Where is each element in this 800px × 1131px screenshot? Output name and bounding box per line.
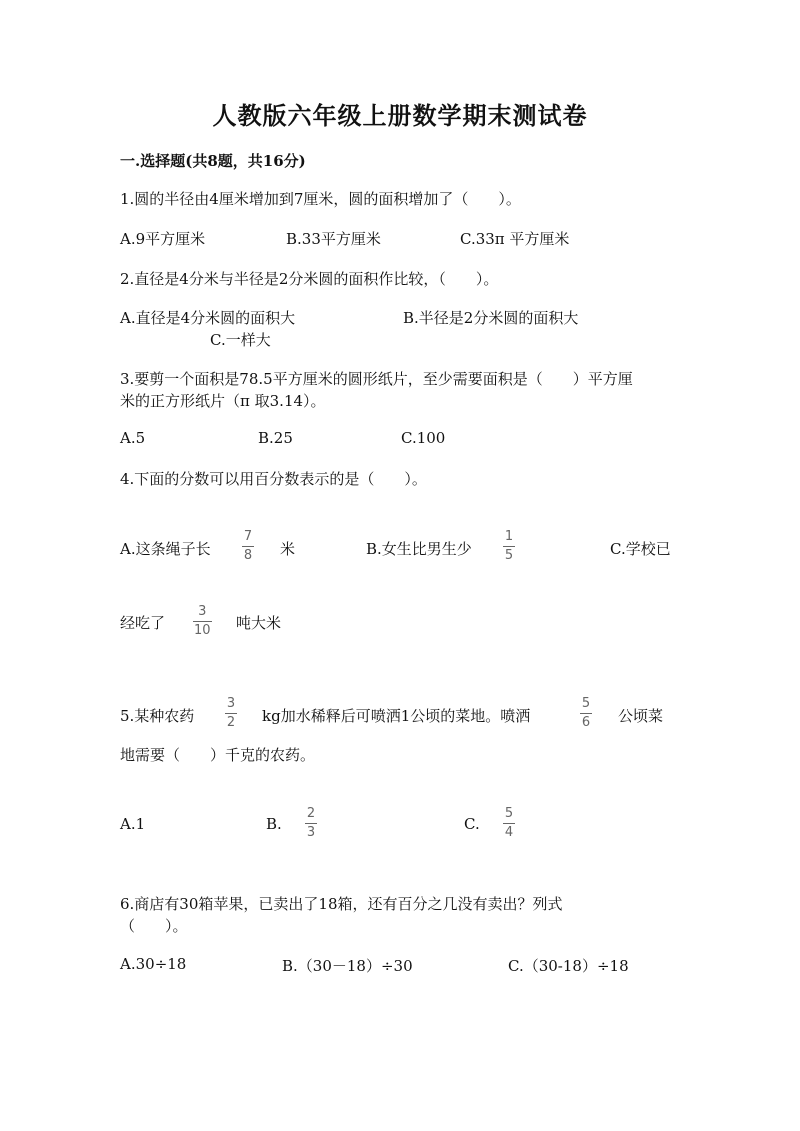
fraction-numerator: 7 (243, 529, 253, 544)
question-4-option-c-unit: 吨大米 (236, 614, 282, 632)
question-2-option-c: C.一样大 (210, 331, 271, 349)
question-3-option-a: A.5 (120, 429, 146, 447)
fraction-bar (503, 823, 515, 824)
question-5-option-b-fraction (305, 807, 317, 840)
question-5-text-start: 5.某种农药 (120, 707, 195, 725)
question-2-text: 2.直径是4分米与半径是2分米圆的面积作比较，（ ）。 (120, 270, 499, 288)
question-4-option-c-line-2: 经吃了 (120, 614, 166, 632)
question-6-option-c: C.（30-18）÷18 (508, 957, 629, 975)
fraction-bar (503, 546, 515, 547)
question-5-option-a: A.1 (120, 815, 146, 833)
fraction-denominator: 4 (504, 825, 514, 840)
question-5-text-middle: kg加水稀释后可喷洒1公顷的菜地。喷洒 (262, 707, 531, 725)
fraction-numerator: 5 (581, 696, 591, 711)
question-4-option-a-unit: 米 (280, 540, 296, 558)
question-5-fraction-2 (580, 697, 592, 730)
fraction-bar (305, 823, 317, 824)
question-5-line-2: 地需要（ ）千克的农药。 (120, 746, 316, 764)
fraction-numerator: 3 (198, 604, 207, 619)
fraction-bar (193, 621, 212, 622)
question-1-option-b: B.33平方厘米 (286, 230, 381, 248)
question-1-option-c: C.33π 平方厘米 (460, 230, 570, 248)
question-3-option-c: C.100 (401, 429, 446, 447)
question-5-option-c-label: C. (464, 815, 480, 833)
fraction-numerator: 5 (504, 806, 514, 821)
question-1-option-a: A.9平方厘米 (120, 230, 206, 248)
fraction-denominator: 3 (306, 825, 316, 840)
fraction-denominator: 10 (194, 623, 211, 638)
fraction-bar (225, 713, 237, 714)
question-4-option-c-fraction (193, 605, 212, 638)
question-5-text-end: 公顷菜 (618, 707, 664, 725)
question-5-option-c-fraction (503, 807, 515, 840)
question-6-line-1: 6.商店有30箱苹果，已卖出了18箱，还有百分之几没有卖出？列式 (120, 895, 563, 913)
fraction-denominator: 5 (504, 548, 514, 563)
question-4-option-b-text: B.女生比男生少 (366, 540, 472, 558)
question-3-line-1: 3.要剪一个面积是78.5平方厘米的圆形纸片，至少需要面积是（ ）平方厘 (120, 370, 633, 388)
fraction-denominator: 2 (226, 715, 236, 730)
question-4-option-c-line-1: C.学校已 (610, 540, 671, 558)
question-3-line-2: 米的正方形纸片（π 取3.14）。 (120, 392, 326, 410)
question-6-option-a: A.30÷18 (120, 955, 187, 973)
page-title: 人教版六年级上册数学期末测试卷 (212, 101, 588, 130)
question-5-fraction-1 (225, 697, 237, 730)
question-3-option-b: B.25 (258, 429, 293, 447)
fraction-numerator: 1 (504, 529, 514, 544)
question-1-text: 1.圆的半径由4厘米增加到7厘米，圆的面积增加了（ ）。 (120, 190, 521, 208)
fraction-bar (580, 713, 592, 714)
question-6-line-2: （ ）。 (120, 917, 188, 935)
question-4-option-a-fraction (242, 530, 254, 563)
section-heading: 一.选择题(共8题，共16分) (120, 152, 306, 170)
question-2-option-a: A.直径是4分米圆的面积大 (120, 309, 296, 327)
question-5-option-b-label: B. (266, 815, 282, 833)
fraction-numerator: 3 (226, 696, 236, 711)
question-4-text: 4.下面的分数可以用百分数表示的是（ ）。 (120, 470, 427, 488)
fraction-denominator: 6 (581, 715, 591, 730)
fraction-numerator: 2 (306, 806, 316, 821)
question-6-option-b: B.（30－18）÷30 (282, 957, 413, 975)
fraction-denominator: 8 (243, 548, 253, 563)
question-4-option-b-fraction (503, 530, 515, 563)
question-2-option-b: B.半径是2分米圆的面积大 (403, 309, 579, 327)
question-4-option-a-text: A.这条绳子长 (120, 540, 211, 558)
fraction-bar (242, 546, 254, 547)
